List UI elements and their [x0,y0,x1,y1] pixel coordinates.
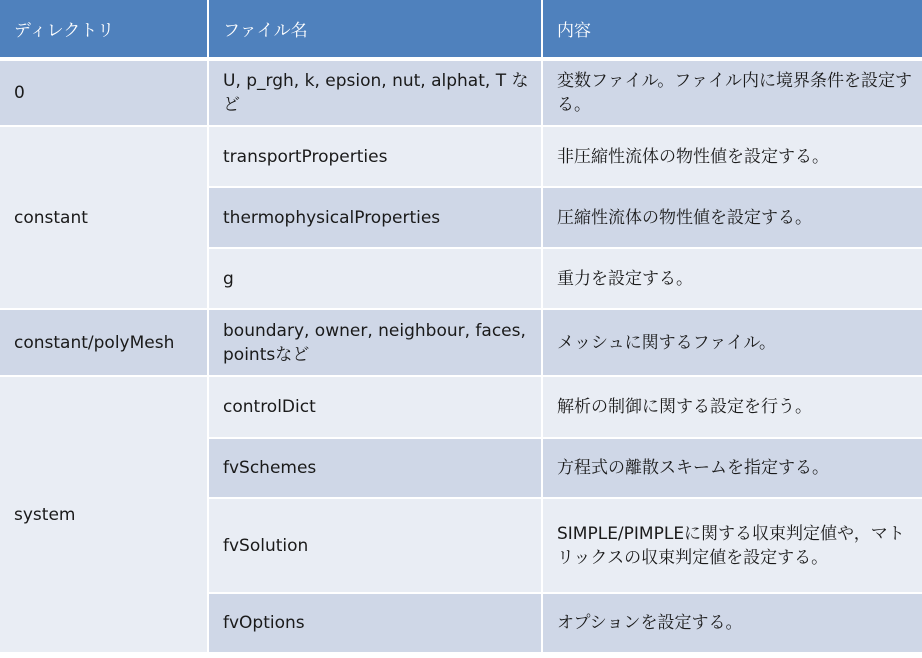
header-filename: ファイル名 [209,0,543,61]
filename-cell: boundary, owner, neighbour, faces, pointsなど [209,310,543,377]
table-row [0,310,922,377]
content-cell: 非圧縮性流体の物性値を設定する。 [543,127,922,188]
content-cell: メッシュに関するファイル。 [543,310,922,377]
content-cell: SIMPLE/PIMPLEに関する収束判定値や，マトリックスの収束判定値を設定する。 [543,499,922,594]
directory-cell: constant [0,127,209,310]
directory-cell: system [0,377,209,654]
content-cell: 変数ファイル。ファイル内に境界条件を設定する。 [543,61,922,127]
header-row [0,0,922,61]
filename-cell: g [209,249,543,310]
filename-cell: fvSolution [209,499,543,594]
filename-cell: U, p_rgh, k, epsion, nut, alphat, T など [209,61,543,127]
filename-cell: transportProperties [209,127,543,188]
filename-cell: thermophysicalProperties [209,188,543,249]
content-cell: 重力を設定する。 [543,249,922,310]
table-row [0,127,922,188]
filename-cell: fvOptions [209,594,543,654]
table-row [0,61,922,127]
content-cell: オプションを設定する。 [543,594,922,654]
header-directory: ディレクトリ [0,0,209,61]
directory-cell: 0 [0,61,209,127]
filename-cell: controlDict [209,377,543,439]
header-content: 内容 [543,0,922,61]
table-row [0,377,922,439]
content-cell: 方程式の離散スキームを指定する。 [543,439,922,499]
content-cell: 圧縮性流体の物性値を設定する。 [543,188,922,249]
content-cell: 解析の制御に関する設定を行う。 [543,377,922,439]
filename-cell: fvSchemes [209,439,543,499]
directory-cell: constant/polyMesh [0,310,209,377]
